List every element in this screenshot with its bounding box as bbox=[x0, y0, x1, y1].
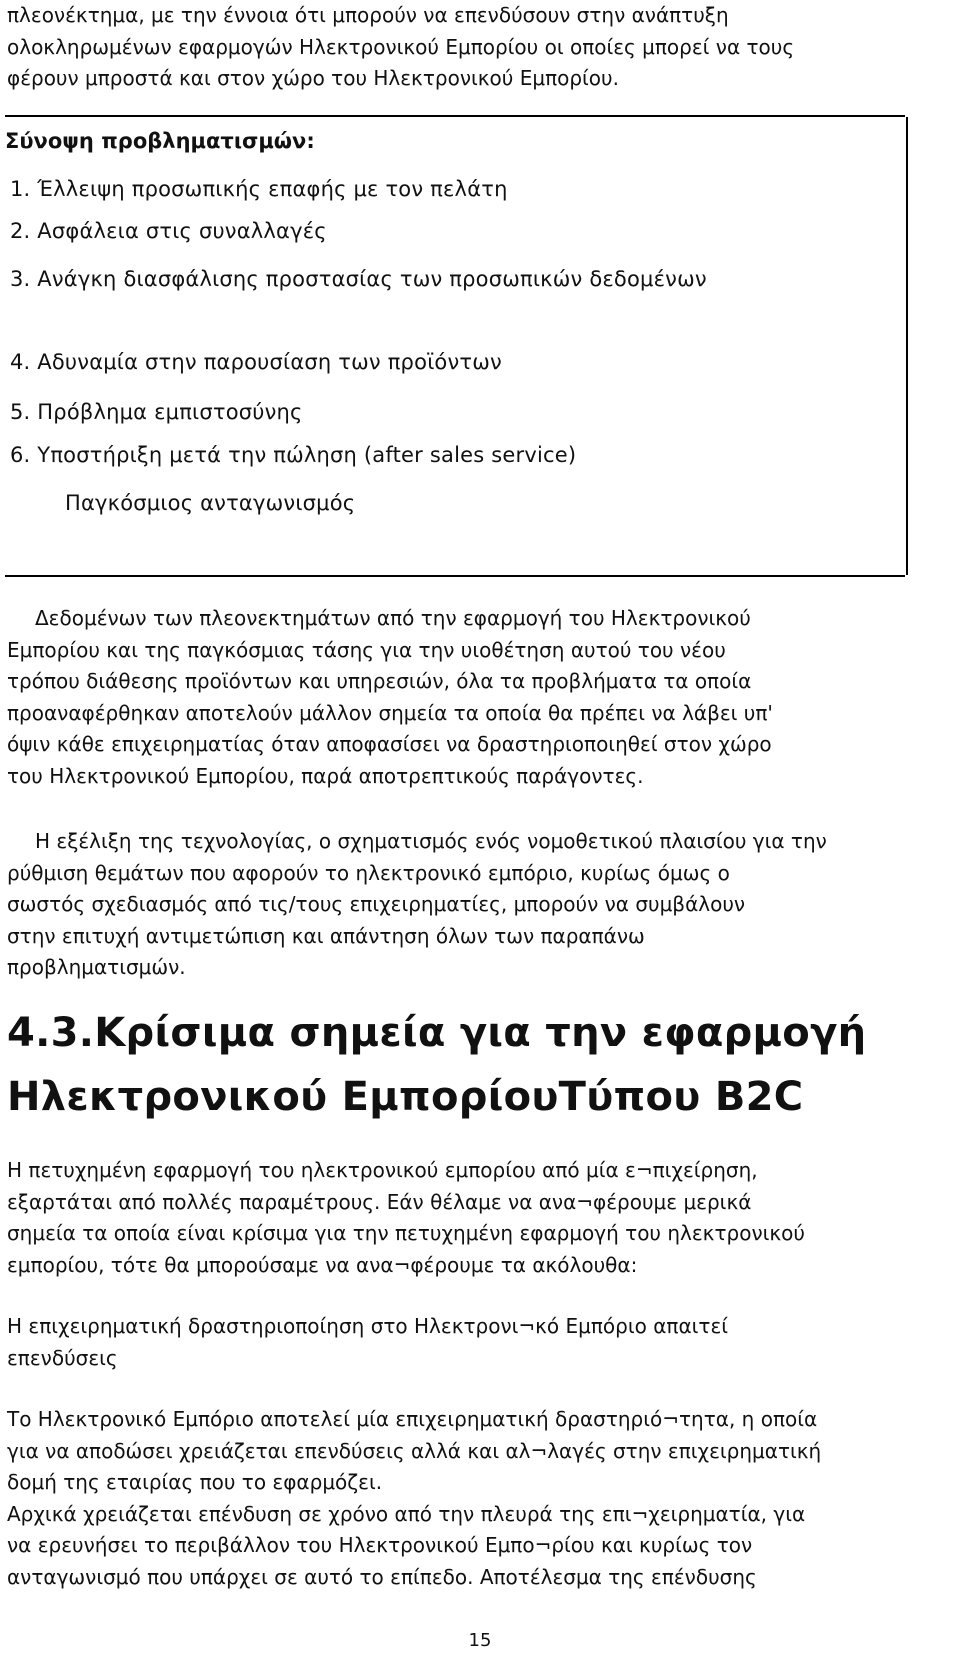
summary-box bbox=[5, 115, 905, 577]
section-heading bbox=[7, 1005, 866, 1125]
box-border-segment bbox=[906, 341, 908, 575]
text-line: προβληματισμών. bbox=[7, 955, 186, 979]
intro-paragraph bbox=[7, 0, 794, 95]
text-line: τρόπου διάθεσης προϊόντων και υπηρεσιών, όλα τα προβλήματα τα οποία bbox=[7, 669, 752, 693]
summary-box-title: Σύνοψη προβληματισμών: bbox=[5, 129, 315, 153]
page-number: 15 bbox=[468, 1630, 492, 1651]
text-line: ολοκληρωμένων εφαρμογών Ηλεκτρονικού Εμπορίου οι οποίες μπορεί να τους bbox=[7, 34, 795, 59]
box-border-segment bbox=[906, 173, 908, 175]
box-border-segment bbox=[906, 173, 908, 341]
text-line: σημεία τα οποία είναι κρίσιμα για την πετυχημένη εφαρμογή του ηλεκτρονικού bbox=[7, 1221, 805, 1245]
text-line: Η πετυχημένη εφαρμογή του ηλεκτρονικού εμπορίου από μία ε¬πιχείρηση, bbox=[7, 1158, 758, 1182]
box-border-segment bbox=[906, 117, 908, 173]
list-item: 3. Ανάγκη διασφάλισης προστασίας των προσωπικών δεδομένων bbox=[10, 267, 707, 291]
text-line: ανταγωνισμό που υπάρχει σε αυτό το επίπεδο. Αποτέλεσμα της επένδυσης bbox=[7, 1564, 757, 1589]
paragraph bbox=[7, 1311, 728, 1374]
text-line: Η εξέλιξη της τεχνολογίας, ο σχηματισμός ενός νομοθετικού πλαισίου για την bbox=[35, 829, 827, 853]
text-line: πλεονέκτημα, με την έννοια ότι μπορούν να επενδύσουν στην ανάπτυξη bbox=[7, 3, 729, 27]
heading-line: Ηλεκτρονικού ΕμπορίουΤύπου B2C bbox=[7, 1074, 804, 1120]
text-line: στην επιτυχή αντιμετώπιση και απάντηση όλων των παραπάνω bbox=[7, 923, 645, 948]
text-line: του Ηλεκτρονικού Εμπορίου, παρά αποτρεπτικούς παράγοντες. bbox=[7, 763, 644, 788]
text-line: για να αποδώσει χρειάζεται επενδύσεις αλλά και αλ¬λαγές στην επιχειρηματική bbox=[7, 1438, 822, 1463]
heading-line: 4.3.Κρίσιμα σημεία για την εφαρμογή bbox=[7, 1010, 867, 1056]
text-line: Αρχικά χρειάζεται επένδυση σε χρόνο από την πλευρά της επι¬χειρηματία, για bbox=[7, 1501, 806, 1526]
text-line: σωστός σχεδιασμός από τις/τους επιχειρηματίες, μπορούν να συμβάλουν bbox=[7, 892, 746, 916]
text-line: Εμπορίου και της παγκόσμιας τάσης για την υιοθέτηση αυτού του νέου bbox=[7, 637, 726, 662]
list-item: 5. Πρόβλημα εμπιστοσύνης bbox=[10, 400, 303, 424]
text-line: εμπορίου, τότε θα μπορούσαμε να ανα¬φέρουμε τα ακόλουθα: bbox=[7, 1252, 638, 1277]
paragraph bbox=[7, 1155, 805, 1281]
text-line: φέρουν μπροστά και στον χώρο του Ηλεκτρονικού Εμπορίου. bbox=[7, 66, 619, 90]
list-item: 6. Υποστήριξη μετά την πώληση (after sales service) bbox=[10, 443, 577, 467]
text-line: ρύθμιση θεμάτων που αφορούν το ηλεκτρονικό εμπόριο, κυρίως όμως ο bbox=[7, 860, 730, 885]
text-line: Η επιχειρηματική δραστηριοποίηση στο Ηλεκτρονι¬κό Εμπόριο απαιτεί bbox=[7, 1314, 729, 1338]
text-line: Δεδομένων των πλεονεκτημάτων από την εφαρμογή του Ηλεκτρονικού bbox=[35, 606, 751, 630]
text-line: όψιν κάθε επιχειρηματίας όταν αποφασίσει να δραστηριοποιηθεί στον χώρο bbox=[7, 732, 772, 756]
text-line: να ερευνήσει το περιβάλλον του Ηλεκτρονικού Εμπο¬ρίου και κυρίως τον bbox=[7, 1533, 753, 1557]
text-line: εξαρτάται από πολλές παραμέτρους. Εάν θέλαμε να ανα¬φέρουμε μερικά bbox=[7, 1189, 752, 1214]
paragraph bbox=[7, 1404, 821, 1593]
list-item: 4. Αδυναμία στην παρουσίαση των προϊόντων bbox=[10, 350, 502, 374]
text-line: προαναφέρθηκαν αποτελούν μάλλον σημεία τα οποία θα πρέπει να λάβει υπ' bbox=[7, 700, 773, 725]
paragraph bbox=[7, 603, 773, 792]
list-item: 2. Ασφάλεια στις συναλλαγές bbox=[10, 219, 327, 243]
list-item: 1. Έλλειψη προσωπικής επαφής με τον πελάτη bbox=[10, 177, 508, 201]
list-item: Παγκόσμιος ανταγωνισμός bbox=[65, 491, 356, 515]
paragraph bbox=[7, 826, 827, 984]
text-line: Το Ηλεκτρονικό Εμπόριο αποτελεί μία επιχειρηματική δραστηριό¬τητα, η οποία bbox=[7, 1407, 818, 1431]
text-line: δομή της εταιρίας που το εφαρμόζει. bbox=[7, 1470, 383, 1494]
text-line: επενδύσεις bbox=[7, 1345, 118, 1370]
